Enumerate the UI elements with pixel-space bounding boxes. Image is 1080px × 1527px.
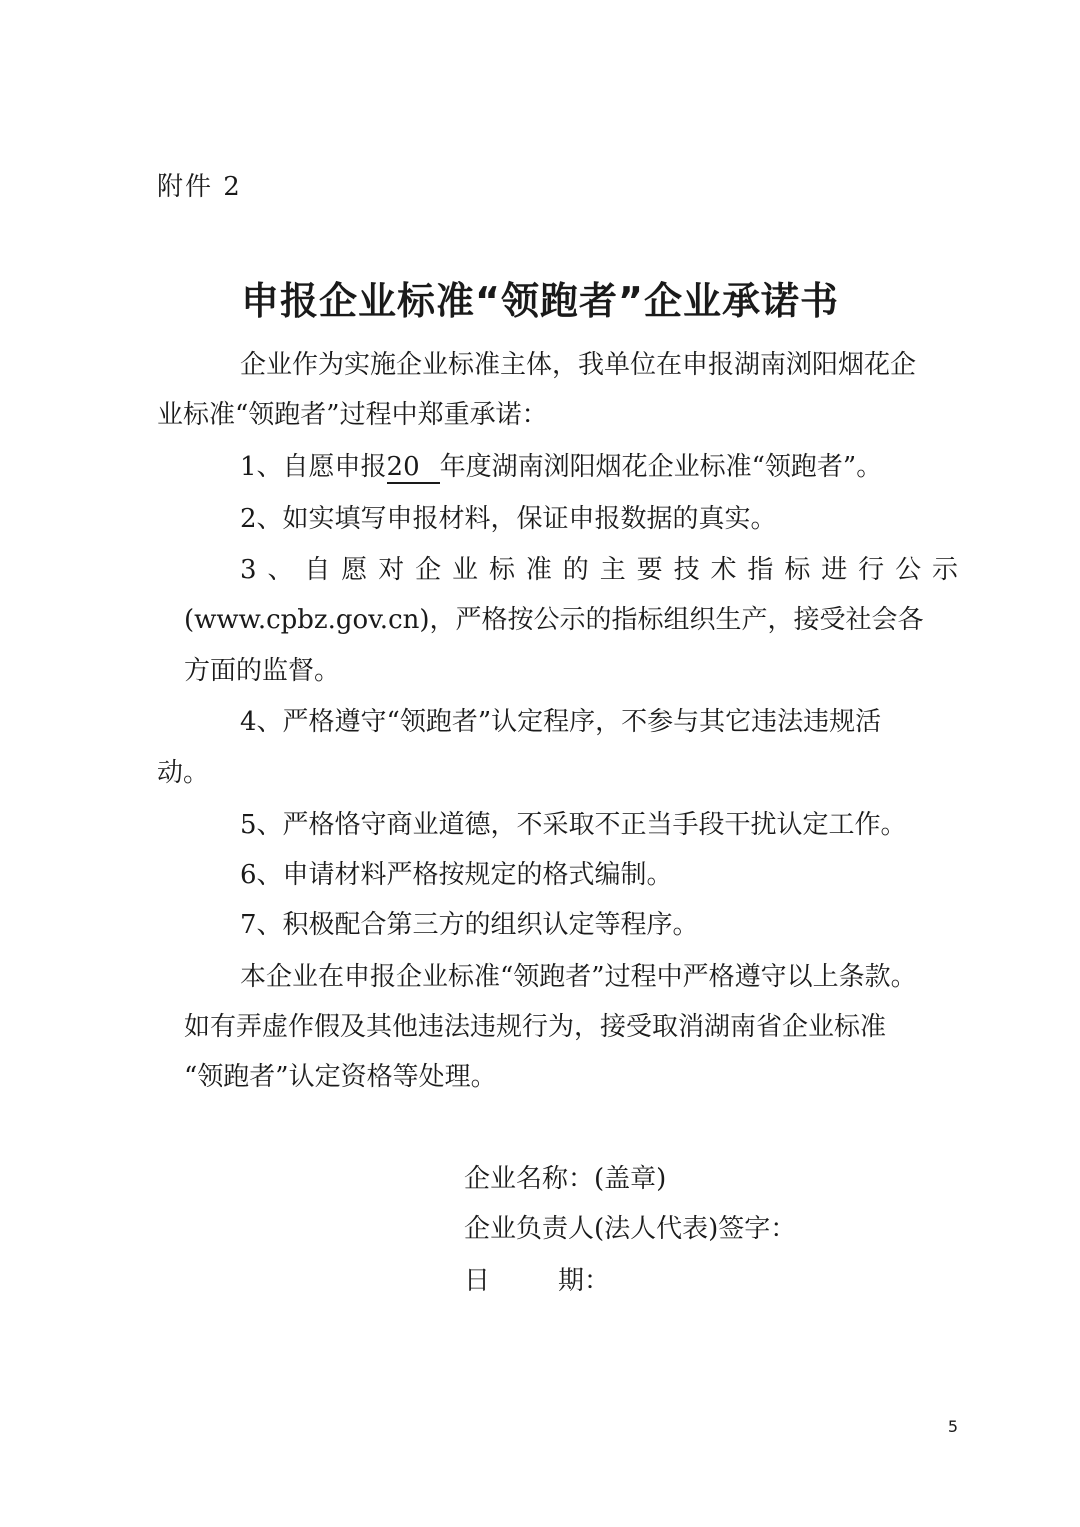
item-7: 7、积极配合第三方的组织认定等程序。 [240, 910, 699, 940]
item-6: 6、申请材料严格按规定的格式编制。 [240, 860, 673, 890]
closing-line-3: “领跑者”认定资格等处理。 [184, 1062, 497, 1092]
item-3-line-2: (www.cpbz.gov.cn)，严格按公示的指标组织生产，接受社会各 [184, 605, 924, 635]
date-label [464, 1264, 610, 1298]
item-5: 5、严格恪守商业道德，不采取不正当手段干扰认定工作。 [240, 810, 907, 840]
year-field: 20 [387, 452, 440, 484]
item-4-line-1: 4、严格遵守“领跑者”认定程序，不参与其它违法违规活 [240, 707, 882, 737]
intro-line-1: 企业作为实施企业标准主体，我单位在申报湖南浏阳烟花企 [240, 350, 917, 380]
attachment-label: 附件 2 [157, 172, 242, 202]
intro-line-2: 业标准“领跑者”过程中郑重承诺： [157, 400, 548, 430]
item-1-prefix: 1、自愿申报 [240, 452, 387, 482]
date-label-char-1: 日 [464, 1266, 491, 1296]
company-name-label: 企业名称：(盖章) [464, 1164, 667, 1194]
item-3-line-1: 3、自愿对企业标准的主要技术指标进行公示 [240, 555, 958, 585]
page-number: 5 [947, 1417, 958, 1436]
closing-line-2: 如有弄虚作假及其他违法违规行为，接受取消湖南省企业标准 [184, 1012, 887, 1042]
date-label-char-2: 期： [558, 1266, 611, 1296]
item-3-line-3: 方面的监督。 [184, 656, 341, 686]
closing-line-1: 本企业在申报企业标准“领跑者”过程中严格遵守以上条款。 [240, 962, 917, 992]
item-2: 2、如实填写申报材料，保证申报数据的真实。 [240, 504, 777, 534]
representative-signature-label: 企业负责人(法人代表)签字： [464, 1214, 797, 1244]
item-1-suffix: 年度湖南浏阳烟花企业标准“领跑者”。 [439, 452, 883, 482]
item-1 [240, 450, 882, 484]
document-title: 申报企业标准“领跑者”企业承诺书 [241, 279, 839, 323]
item-4-line-2: 动。 [157, 758, 210, 788]
